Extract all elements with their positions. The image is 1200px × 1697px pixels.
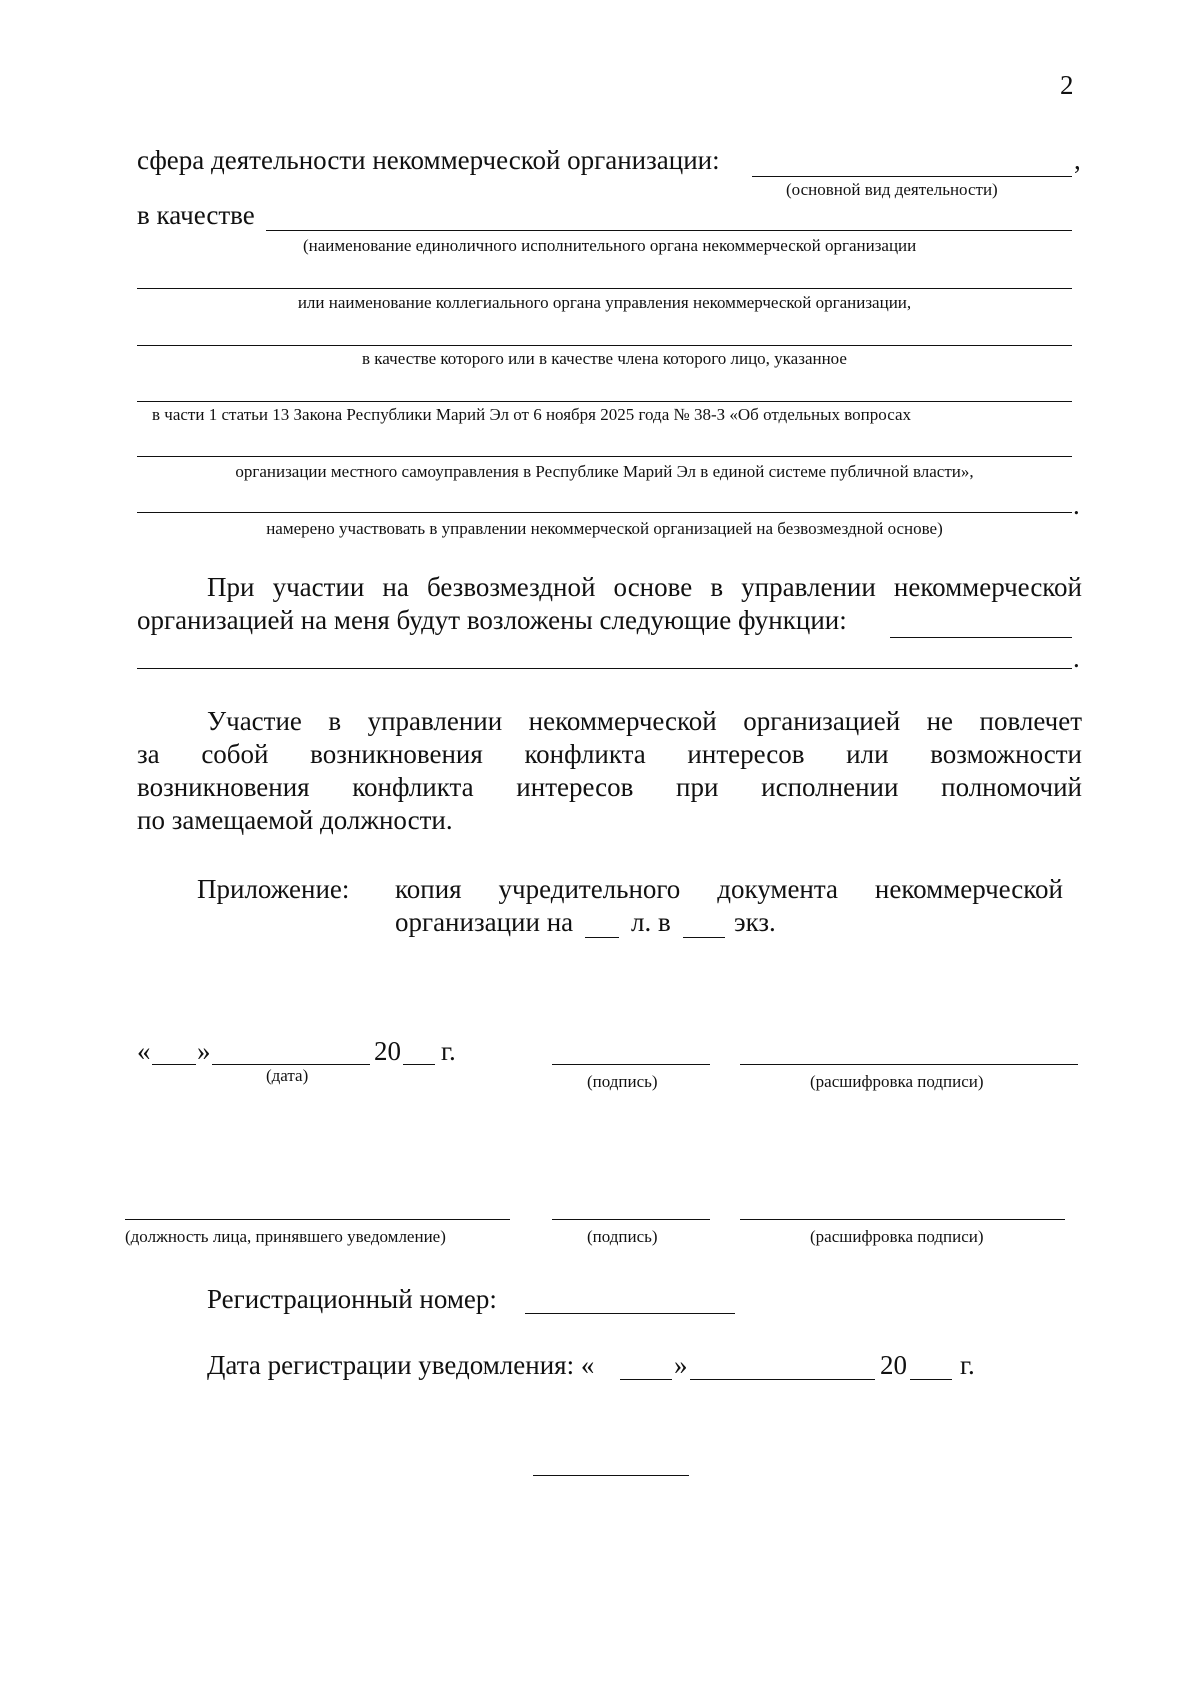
capacity-hint-3: в качестве которого или в качестве члена которого лицо, указанное	[362, 349, 847, 368]
decode-hint-2: (расшифровка подписи)	[810, 1227, 984, 1246]
attachment-line-2a: организации на	[395, 907, 574, 937]
capacity-hint-4: в части 1 статьи 13 Закона Республики Марий Эл от 6 ноября 2025 года № 38-З «Об отдельных вопросах	[152, 405, 911, 424]
capacity-period: .	[1073, 490, 1080, 520]
capacity-hint-5: организации местного самоуправления в Республике Марий Эл в единой системе публичной власти»,	[235, 462, 974, 481]
decode-line-2	[740, 1219, 1065, 1220]
attachment-copies-line	[683, 937, 725, 938]
capacity-line-2	[137, 288, 1072, 289]
date-day-line	[152, 1064, 196, 1065]
capacity-input-line	[266, 230, 1072, 231]
sphere-label: сфера деятельности некоммерческой организации:	[137, 145, 720, 175]
sphere-input-line	[752, 176, 1072, 177]
functions-line-2: организацией на меня будут возложены следующие функции:	[137, 605, 847, 635]
date-month-line	[212, 1064, 370, 1065]
sphere-hint: (основной вид деятельности)	[786, 180, 998, 199]
signature-line-2	[552, 1219, 710, 1220]
capacity-line-3	[137, 345, 1072, 346]
signature-hint-2: (подпись)	[587, 1227, 658, 1246]
functions-period: .	[1073, 643, 1080, 673]
date-open-quote: «	[137, 1036, 151, 1066]
signature-line-1	[552, 1064, 710, 1065]
sphere-comma: ,	[1074, 145, 1081, 175]
conflict-line-2: за собой возникновения конфликта интересов или возможности	[137, 739, 1082, 769]
date-year-line	[403, 1064, 435, 1065]
functions-line-1: При участии на безвозмездной основе в управлении некоммерческой	[207, 572, 1082, 602]
capacity-hint-2: или наименование коллегиального органа управления некоммерческой организации,	[297, 293, 912, 312]
position-hint: (должность лица, принявшего уведомление)	[125, 1227, 446, 1246]
conflict-line-3: возникновения конфликта интересов при исполнении полномочий	[137, 772, 1082, 802]
signature-hint-1: (подпись)	[587, 1072, 658, 1091]
conflict-line-4: по замещаемой должности.	[137, 805, 453, 835]
capacity-hint-1: (наименование единоличного исполнительного органа некоммерческой организации	[303, 236, 917, 255]
registration-year-suffix: г.	[960, 1350, 975, 1380]
attachment-line-1: копия учредительного документа некоммерческой	[395, 874, 1063, 904]
capacity-line-5	[137, 456, 1072, 457]
registration-year-prefix: 20	[880, 1350, 907, 1380]
attachment-line-2c: экз.	[734, 907, 776, 937]
page-number: 2	[1060, 70, 1074, 100]
functions-input-line-2	[137, 668, 1072, 669]
registration-year-line	[910, 1379, 952, 1380]
capacity-label: в качестве	[137, 200, 255, 230]
attachment-line-2b: л. в	[631, 907, 671, 937]
date-year-suffix: г.	[441, 1036, 456, 1066]
decode-hint-1: (расшифровка подписи)	[810, 1072, 984, 1091]
registration-number-label: Регистрационный номер:	[207, 1284, 497, 1314]
date-hint: (дата)	[266, 1066, 309, 1085]
date-close-quote: »	[197, 1036, 211, 1066]
capacity-line-6	[137, 512, 1072, 513]
decode-line-1	[740, 1064, 1078, 1065]
capacity-hint-6: намерено участвовать в управлении некоммерческой организацией на безвозмездной основе)	[266, 519, 943, 538]
conflict-line-1: Участие в управлении некоммерческой организацией не повлечет	[207, 706, 1082, 736]
registration-day-line	[620, 1379, 672, 1380]
attachment-sheets-line	[585, 937, 619, 938]
position-line	[125, 1219, 510, 1220]
attachment-label: Приложение:	[197, 874, 350, 904]
registration-number-line	[525, 1313, 735, 1314]
capacity-line-4	[137, 401, 1072, 402]
date-year-prefix: 20	[374, 1036, 401, 1066]
registration-date-close: »	[674, 1350, 688, 1380]
registration-month-line	[690, 1379, 875, 1380]
registration-date-label: Дата регистрации уведомления: «	[207, 1350, 595, 1380]
end-separator	[533, 1475, 689, 1476]
functions-input-line-1	[890, 637, 1072, 638]
